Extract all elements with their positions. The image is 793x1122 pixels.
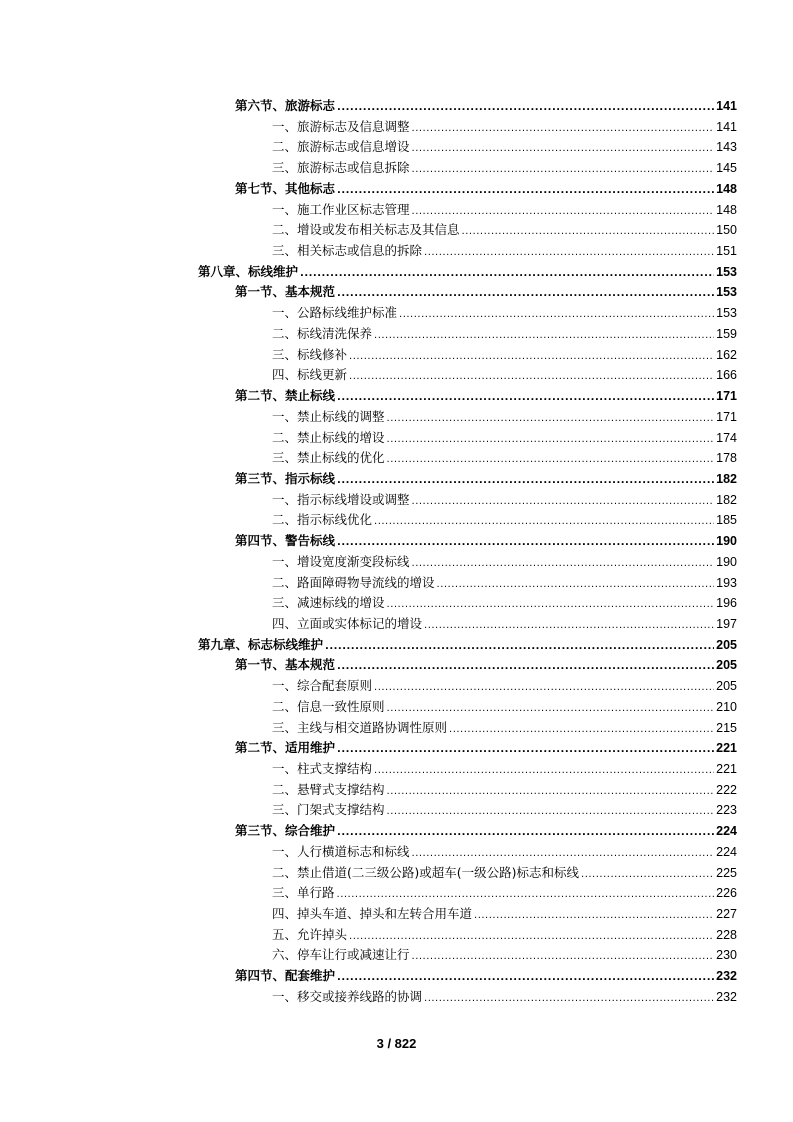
toc-item-entry[interactable] bbox=[0, 945, 793, 966]
toc-entry-page-number: 221 bbox=[716, 762, 737, 776]
toc-entry-title: 一、旅游标志及信息调整 bbox=[272, 118, 410, 134]
toc-entry-title: 三、相关标志或信息的拆除 bbox=[272, 243, 423, 259]
toc-section-entry[interactable] bbox=[0, 966, 793, 987]
toc-item-entry[interactable] bbox=[0, 718, 793, 739]
toc-dot-leader bbox=[387, 430, 715, 451]
toc-entry-page-number: 150 bbox=[716, 223, 737, 238]
toc-entry-title: 二、悬臂式支撑结构 bbox=[272, 781, 385, 797]
toc-entry-page-number: 227 bbox=[716, 907, 737, 922]
toc-dot-leader bbox=[387, 450, 715, 471]
toc-entry-title: 第四节、配套维护 bbox=[235, 968, 336, 984]
toc-dot-leader bbox=[337, 388, 714, 409]
toc-section-entry[interactable] bbox=[0, 96, 793, 117]
toc-item-entry[interactable] bbox=[0, 220, 793, 241]
toc-entry-title: 一、人行横道标志和标线 bbox=[272, 843, 410, 859]
toc-entry-title: 六、停车让行或减速让行 bbox=[272, 947, 410, 963]
toc-dot-leader bbox=[337, 823, 714, 844]
toc-dot-leader bbox=[387, 595, 715, 616]
toc-item-entry[interactable] bbox=[0, 883, 793, 904]
toc-entry-title: 一、柱式支撑结构 bbox=[272, 761, 373, 776]
toc-dot-leader bbox=[412, 160, 715, 181]
toc-dot-leader bbox=[412, 947, 715, 968]
toc-entry-page-number: 226 bbox=[716, 886, 737, 901]
toc-entry-page-number: 148 bbox=[716, 202, 737, 217]
toc-entry-page-number: 190 bbox=[716, 534, 737, 549]
toc-section-entry[interactable] bbox=[0, 821, 793, 842]
toc-item-entry[interactable] bbox=[0, 365, 793, 386]
toc-entry-title: 第四节、警告标线 bbox=[235, 533, 336, 549]
toc-dot-leader bbox=[387, 409, 715, 430]
toc-entry-page-number: 141 bbox=[716, 99, 737, 113]
toc-dot-leader bbox=[374, 326, 714, 347]
toc-item-entry[interactable] bbox=[0, 407, 793, 428]
toc-entry-title: 四、立面或实体标记的增设 bbox=[272, 615, 423, 631]
toc-item-entry[interactable] bbox=[0, 324, 793, 345]
toc-item-entry[interactable] bbox=[0, 573, 793, 594]
toc-item-entry[interactable] bbox=[0, 925, 793, 946]
toc-entry-page-number: 141 bbox=[716, 119, 737, 134]
toc-entry-title: 三、旅游标志或信息拆除 bbox=[272, 160, 410, 176]
toc-entry-title: 一、指示标线增设或调整 bbox=[272, 491, 410, 507]
toc-dot-leader bbox=[399, 305, 714, 326]
toc-entry-title: 二、信息一致性原则 bbox=[272, 698, 385, 714]
toc-entry-page-number: 223 bbox=[716, 803, 737, 818]
toc-entry-page-number: 197 bbox=[716, 616, 737, 631]
toc-entry-title: 第六节、旅游标志 bbox=[235, 98, 336, 113]
toc-item-entry[interactable] bbox=[0, 303, 793, 324]
toc-item-entry[interactable] bbox=[0, 904, 793, 925]
toc-dot-leader bbox=[412, 492, 715, 513]
toc-entry-page-number: 145 bbox=[716, 161, 737, 176]
toc-entry-title: 三、单行路 bbox=[272, 885, 335, 901]
toc-entry-page-number: 230 bbox=[716, 948, 737, 963]
toc-entry-title: 第三节、指示标线 bbox=[235, 470, 336, 486]
toc-entry-page-number: 232 bbox=[716, 969, 737, 984]
toc-dot-leader bbox=[424, 243, 714, 264]
toc-dot-leader bbox=[374, 512, 714, 533]
toc-entry-title: 二、路面障碍物导流线的增设 bbox=[272, 574, 435, 590]
toc-entry-title: 二、标线清洗保养 bbox=[272, 325, 373, 341]
toc-item-entry[interactable] bbox=[0, 780, 793, 801]
toc-entry-page-number: 205 bbox=[716, 637, 737, 652]
toc-entry-title: 二、指示标线优化 bbox=[272, 512, 373, 528]
toc-entry-page-number: 153 bbox=[716, 264, 737, 279]
toc-section-entry[interactable] bbox=[0, 655, 793, 676]
toc-item-entry[interactable] bbox=[0, 863, 793, 884]
toc-item-entry[interactable] bbox=[0, 241, 793, 262]
toc-dot-leader bbox=[374, 678, 714, 699]
toc-item-entry[interactable] bbox=[0, 987, 793, 1008]
toc-dot-leader bbox=[349, 367, 714, 388]
toc-entry-page-number: 185 bbox=[716, 513, 737, 528]
toc-dot-leader bbox=[412, 139, 715, 160]
toc-section-entry[interactable] bbox=[0, 282, 793, 303]
toc-item-entry[interactable] bbox=[0, 759, 793, 780]
toc-entry-page-number: 196 bbox=[716, 596, 737, 611]
toc-dot-leader bbox=[412, 202, 715, 223]
toc-dot-leader bbox=[337, 284, 714, 305]
toc-item-entry[interactable] bbox=[0, 676, 793, 697]
toc-dot-leader bbox=[325, 637, 714, 658]
toc-dot-leader bbox=[449, 720, 714, 741]
toc-dot-leader bbox=[424, 989, 714, 1010]
toc-entry-page-number: 143 bbox=[716, 140, 737, 155]
toc-entry-title: 第一节、基本规范 bbox=[235, 657, 336, 673]
toc-dot-leader bbox=[474, 906, 714, 927]
toc-dot-leader bbox=[337, 471, 714, 492]
toc-item-entry[interactable] bbox=[0, 842, 793, 863]
toc-entry-title: 第二节、适用维护 bbox=[235, 740, 336, 756]
toc-chapter-entry[interactable] bbox=[0, 262, 793, 283]
toc-entry-title: 一、公路标线维护标准 bbox=[272, 305, 398, 321]
toc-entry-title: 三、标线修补 bbox=[272, 346, 348, 362]
toc-dot-leader bbox=[349, 927, 714, 948]
toc-dot-leader bbox=[337, 98, 714, 119]
toc-entry-title: 三、门架式支撑结构 bbox=[272, 802, 385, 818]
toc-item-entry[interactable] bbox=[0, 117, 793, 138]
toc-entry-page-number: 210 bbox=[716, 699, 737, 714]
toc-entry-page-number: 182 bbox=[716, 492, 737, 507]
toc-dot-leader bbox=[424, 616, 714, 637]
toc-entry-title: 四、标线更新 bbox=[272, 367, 348, 383]
toc-item-entry[interactable] bbox=[0, 428, 793, 449]
toc-dot-leader bbox=[412, 119, 715, 140]
toc-entry-page-number: 221 bbox=[716, 741, 737, 756]
toc-entry-title: 二、增设或发布相关标志及其信息 bbox=[272, 222, 460, 238]
toc-item-entry[interactable] bbox=[0, 200, 793, 221]
toc-entry-page-number: 224 bbox=[716, 844, 737, 859]
toc-entry-title: 第九章、标志标线维护 bbox=[198, 636, 324, 652]
toc-item-entry[interactable] bbox=[0, 448, 793, 469]
table-of-contents bbox=[0, 96, 793, 1008]
toc-dot-leader bbox=[462, 222, 715, 243]
toc-dot-leader bbox=[349, 347, 714, 368]
toc-dot-leader bbox=[337, 533, 714, 554]
toc-entry-title: 三、主线与相交道路协调性原则 bbox=[272, 719, 448, 735]
toc-entry-page-number: 159 bbox=[716, 326, 737, 341]
toc-item-entry[interactable] bbox=[0, 490, 793, 511]
toc-entry-page-number: 162 bbox=[716, 347, 737, 362]
toc-entry-title: 一、移交或接养线路的协调 bbox=[272, 988, 423, 1004]
toc-entry-page-number: 205 bbox=[716, 679, 737, 694]
toc-dot-leader bbox=[337, 885, 715, 906]
toc-entry-title: 第一节、基本规范 bbox=[235, 284, 336, 300]
toc-item-entry[interactable] bbox=[0, 614, 793, 635]
page-indicator: 3 / 822 bbox=[376, 1036, 417, 1051]
toc-entry-title: 第七节、其他标志 bbox=[235, 180, 336, 196]
toc-entry-title: 五、允许掉头 bbox=[272, 926, 348, 942]
toc-dot-leader bbox=[300, 264, 714, 285]
toc-entry-title: 第二节、禁止标线 bbox=[235, 388, 336, 404]
toc-entry-page-number: 193 bbox=[716, 575, 737, 590]
toc-entry-title: 四、掉头车道、掉头和左转合用车道 bbox=[272, 906, 473, 922]
toc-dot-leader bbox=[412, 844, 715, 865]
toc-dot-leader bbox=[337, 181, 714, 202]
toc-dot-leader bbox=[387, 782, 715, 803]
toc-entry-title: 三、减速标线的增设 bbox=[272, 595, 385, 611]
toc-item-entry[interactable] bbox=[0, 510, 793, 531]
toc-entry-page-number: 178 bbox=[716, 451, 737, 466]
toc-dot-leader bbox=[581, 865, 714, 886]
toc-entry-page-number: 153 bbox=[716, 285, 737, 300]
toc-dot-leader bbox=[374, 761, 714, 782]
toc-dot-leader bbox=[437, 575, 715, 596]
toc-dot-leader bbox=[337, 740, 714, 761]
toc-entry-page-number: 153 bbox=[716, 306, 737, 321]
toc-entry-page-number: 171 bbox=[716, 409, 737, 424]
toc-entry-page-number: 232 bbox=[716, 989, 737, 1004]
toc-entry-page-number: 174 bbox=[716, 430, 737, 445]
toc-item-entry[interactable] bbox=[0, 345, 793, 366]
toc-entry-page-number: 148 bbox=[716, 181, 737, 196]
toc-entry-page-number: 222 bbox=[716, 782, 737, 797]
toc-dot-leader bbox=[412, 554, 715, 575]
toc-entry-title: 第三节、综合维护 bbox=[235, 823, 336, 839]
toc-entry-title: 一、综合配套原则 bbox=[272, 678, 373, 694]
toc-entry-page-number: 182 bbox=[716, 471, 737, 486]
toc-section-entry[interactable] bbox=[0, 738, 793, 759]
toc-item-entry[interactable] bbox=[0, 697, 793, 718]
toc-item-entry[interactable] bbox=[0, 593, 793, 614]
toc-entry-title: 一、禁止标线的调整 bbox=[272, 408, 385, 424]
toc-entry-title: 三、禁止标线的优化 bbox=[272, 450, 385, 466]
toc-section-entry[interactable] bbox=[0, 179, 793, 200]
toc-entry-title: 二、禁止标线的增设 bbox=[272, 429, 385, 445]
toc-entry-title: 一、增设宽度渐变段标线 bbox=[272, 553, 410, 569]
toc-entry-page-number: 215 bbox=[716, 720, 737, 735]
toc-entry-page-number: 228 bbox=[716, 927, 737, 942]
toc-entry-page-number: 190 bbox=[716, 554, 737, 569]
toc-section-entry[interactable] bbox=[0, 386, 793, 407]
toc-entry-page-number: 205 bbox=[716, 658, 737, 673]
toc-dot-leader bbox=[337, 968, 714, 989]
toc-entry-title: 一、施工作业区标志管理 bbox=[272, 201, 410, 217]
toc-item-entry[interactable] bbox=[0, 137, 793, 158]
toc-entry-title: 二、禁止借道(二三级公路)或超车(一级公路)标志和标线 bbox=[272, 864, 580, 880]
toc-entry-page-number: 225 bbox=[716, 865, 737, 880]
toc-section-entry[interactable] bbox=[0, 469, 793, 490]
toc-item-entry[interactable] bbox=[0, 552, 793, 573]
toc-dot-leader bbox=[387, 699, 715, 720]
toc-item-entry[interactable] bbox=[0, 800, 793, 821]
toc-entry-page-number: 171 bbox=[716, 389, 737, 404]
toc-entry-title: 第八章、标线维护 bbox=[198, 263, 299, 279]
toc-entry-page-number: 166 bbox=[716, 368, 737, 383]
toc-entry-title: 二、旅游标志或信息增设 bbox=[272, 139, 410, 155]
toc-item-entry[interactable] bbox=[0, 158, 793, 179]
toc-dot-leader bbox=[337, 657, 714, 678]
toc-entry-page-number: 224 bbox=[716, 824, 737, 839]
toc-dot-leader bbox=[387, 802, 715, 823]
toc-entry-page-number: 151 bbox=[716, 244, 737, 259]
toc-section-entry[interactable] bbox=[0, 531, 793, 552]
toc-chapter-entry[interactable] bbox=[0, 635, 793, 656]
